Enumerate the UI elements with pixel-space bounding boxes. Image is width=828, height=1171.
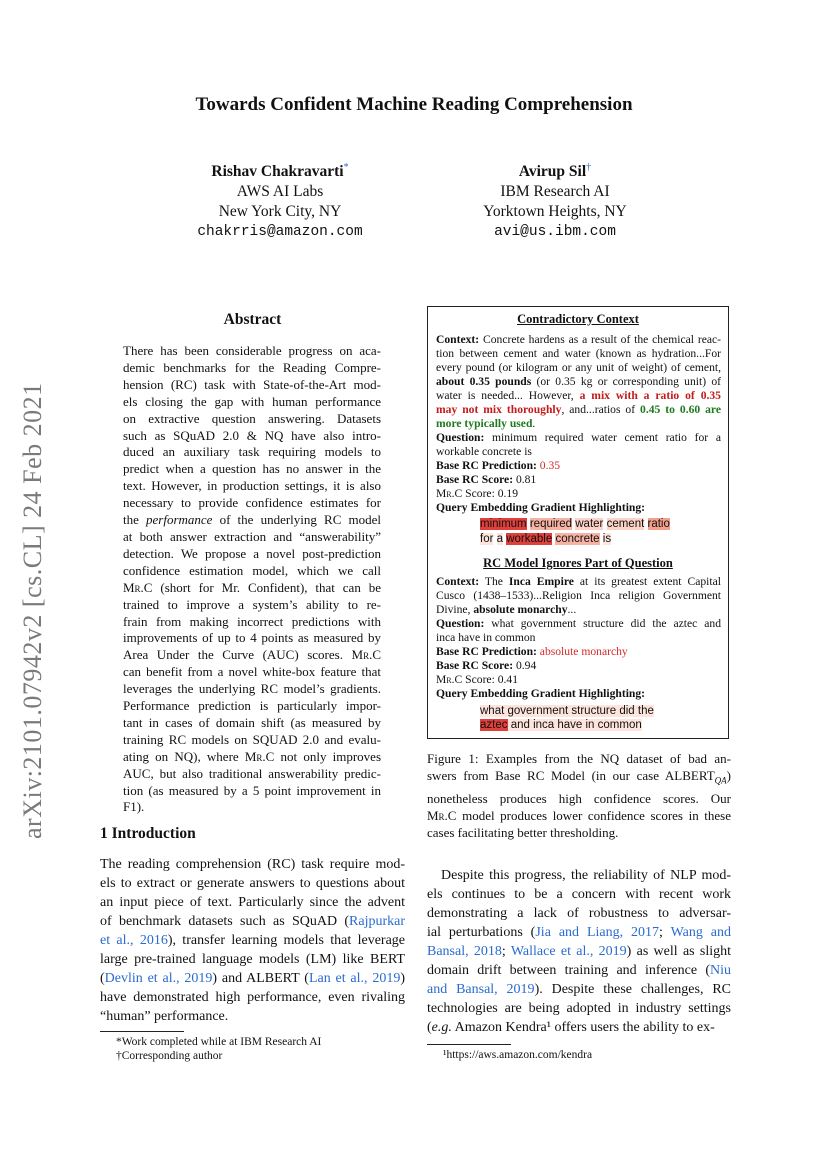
author-2-name: Avirup Sil xyxy=(518,163,587,181)
example2-heading: RC Model Ignores Part of Question xyxy=(483,556,673,570)
mrc-score-label: Mr.C Score: xyxy=(436,673,498,686)
mrc-score-label: Mr.C Score: xyxy=(436,487,498,500)
gradient-label: Query Embedding Gradient Highlighting: xyxy=(436,687,646,700)
abstract-line: frain from making incorrect predictions with xyxy=(123,613,381,629)
gradient-token: minimum xyxy=(480,518,527,530)
example1-gradient-line1 xyxy=(480,517,670,531)
abstract-line: such as SQuAD 2.0 & NQ have also intro- xyxy=(123,427,381,443)
author-1-location: New York City, NY xyxy=(218,203,342,221)
highlighted-span: 0.45 to 0.60 are xyxy=(640,403,722,416)
score-label: Base RC Score: xyxy=(436,659,516,672)
footnotes-right xyxy=(443,1048,733,1062)
prediction-row xyxy=(436,459,721,473)
text-line: and Bansal, 2019). Despite these challenges, RC xyxy=(427,982,731,997)
example1-gradient-line2 xyxy=(480,532,611,546)
abstract-line: trained to improve a system’s ability to re- xyxy=(123,596,381,612)
abstract-line: duced an auxiliary task requiring models to xyxy=(123,444,381,460)
highlighted-span: a mix with a ratio of 0.35 xyxy=(579,389,721,402)
mrc-score-value: 0.19 xyxy=(497,487,518,500)
figure-1 xyxy=(427,306,729,739)
example2-gradient-line1 xyxy=(480,704,654,718)
score-row xyxy=(436,473,721,487)
caption-line: swers from Base RC Model (in our case $ALBERT_{QA}$) xyxy=(427,768,731,786)
text-line: els to extract or generate answers to questions about xyxy=(100,876,405,891)
abstract-line: Performance prediction is particularly impor- xyxy=(123,698,381,714)
text-line: Bansal, 2018; Wallace et al., 2019) as well as slight xyxy=(427,944,732,959)
abstract-line: on extractive question answering. Datasets xyxy=(123,410,381,426)
abstract-heading: Abstract xyxy=(223,311,282,328)
example2-body xyxy=(436,575,721,701)
abstract-line: the performance of the underlying RC model xyxy=(123,512,381,528)
gradient-token: required xyxy=(529,518,573,530)
context-line: Divine, absolute monarchy... xyxy=(436,603,577,616)
abstract-line: F1). xyxy=(123,799,145,815)
abstract-line: There has been considerable progress on aca- xyxy=(123,343,381,358)
gradient-token: aztec xyxy=(480,719,508,731)
footnote-rule-left xyxy=(100,1031,184,1032)
citation-link: Devlin et al., 2019 xyxy=(104,971,213,986)
arxiv-stamp: arXiv:2101.07942v2 [cs.CL] 24 Feb 2021 xyxy=(18,382,47,840)
author-2-mark: † xyxy=(586,162,592,173)
abstract-line: text. However, in production settings, it is also xyxy=(123,478,381,494)
emphasis: e.g. xyxy=(431,1020,452,1035)
gradient-token: is xyxy=(602,533,612,545)
subscript: QA xyxy=(714,775,727,786)
gradient-token: for xyxy=(480,533,494,545)
citation-link: Bansal, 2018 xyxy=(427,944,502,959)
abstract-line: leverages the underlying RC model’s gradients. xyxy=(123,681,381,697)
mrc-name: Mr.C xyxy=(244,748,275,764)
question-line: Question: what government structure did the aztec and xyxy=(436,617,721,630)
prediction-label: Base RC Prediction: xyxy=(436,645,540,658)
text-line: demonstrating a lack of robustness to adversar- xyxy=(427,906,731,921)
mrc-name: Mr.C xyxy=(436,487,463,500)
author-1 xyxy=(160,158,400,242)
citation-link: Wallace et al., 2019 xyxy=(510,944,627,959)
abstract-line: AUC, but also traditional answerability predic- xyxy=(123,765,381,781)
intro-right-column xyxy=(427,866,731,1037)
mrc-score-row xyxy=(436,487,721,501)
score-value: 0.81 xyxy=(515,473,537,486)
citation-link: Rajpurkar xyxy=(349,914,405,929)
question-label: Question: xyxy=(436,431,485,444)
abstract-line: confidence estimation model, which we call xyxy=(123,562,381,578)
abstract-line: els closing the gap with human performance xyxy=(123,393,381,409)
citation-link: Wang and xyxy=(670,925,732,940)
footnotes-left xyxy=(116,1035,406,1063)
caption-line: Figure 1: Examples from the NQ dataset of bad an- xyxy=(427,751,731,766)
score-label: Base RC Score: xyxy=(436,473,516,486)
example2-gradient-line2 xyxy=(480,718,642,732)
gradient-token: cement xyxy=(606,518,645,530)
question-line: workable concrete is xyxy=(436,445,532,458)
prediction-value: 0.35 xyxy=(539,459,561,472)
abstract-line: can benefit from a novel white-box feature that xyxy=(123,664,381,680)
context-label: Context: xyxy=(436,333,480,346)
author-2 xyxy=(435,158,675,242)
highlighted-span: about 0.35 pounds xyxy=(436,375,532,388)
text-line: (e.g. Amazon Kendra¹ offers users the ability to ex- xyxy=(427,1020,715,1035)
author-2-email: avi@us.ibm.com xyxy=(494,224,616,241)
paper-title: Towards Confident Machine Reading Comprehension xyxy=(195,94,633,115)
gradient-token: concrete xyxy=(555,533,600,545)
abstract-line: training RC models on SQUAD 2.0 and evalu- xyxy=(123,731,381,747)
caption-line: nonetheless produces high confidence scores. Our xyxy=(427,790,731,806)
abstract-line: at both answer extraction and “answerability” xyxy=(123,528,381,544)
abstract-line: necessary to provide confidence estimates for xyxy=(123,495,381,511)
abstract-line: detection. We propose a novel post-prediction xyxy=(123,545,381,561)
gradient-token: water xyxy=(575,518,604,530)
author-2-affiliation: IBM Research AI xyxy=(500,183,610,201)
citation-link: et al., 2016 xyxy=(100,933,168,948)
gradient-token: a xyxy=(496,533,504,545)
text-line: et al., 2016), transfer learning models that leverage xyxy=(100,933,405,948)
text-line: an input piece of text. Particularly since the advent xyxy=(100,895,405,910)
emphasis: performance xyxy=(146,512,213,528)
gradient-token: ratio xyxy=(647,518,670,530)
context-line: Context: Concrete hardens as a result of the chemical reac- xyxy=(436,333,721,346)
caption-line: Mr.C model produces lower confidence scores in these xyxy=(427,807,731,823)
text-line: ial perturbations (Jia and Liang, 2017; Wang and xyxy=(427,925,732,940)
caption-line: cases facilitating better thresholding. xyxy=(427,824,619,840)
text-line: (Devlin et al., 2019) and ALBERT (Lan et al., 2019) xyxy=(100,971,405,986)
abstract-line: Mr.C (short for Mr. Confident), that can be xyxy=(123,579,381,595)
highlighted-span: more typically used xyxy=(436,417,533,430)
footnote-corresponding: †Corresponding author xyxy=(116,1050,223,1062)
gradient-label: Query Embedding Gradient Highlighting: xyxy=(436,501,646,514)
context-line: may not mix thoroughly, and...ratios of 0.45 to 0.60 are xyxy=(436,403,722,416)
footnote-kendra: ¹https://aws.amazon.com/kendra xyxy=(443,1049,593,1061)
mrc-score-row xyxy=(436,673,721,687)
mrc-name: Mr.C xyxy=(436,673,463,686)
abstract-body xyxy=(123,343,381,816)
figure-1-caption xyxy=(427,750,731,841)
citation-link: and Bansal, 2019 xyxy=(427,982,535,997)
score-row xyxy=(436,659,721,673)
text-line: technologies are being adopted in industry settings xyxy=(427,1001,731,1016)
gradient-token: what government structure did the xyxy=(480,705,654,717)
context-line: more typically used. xyxy=(436,417,536,430)
question-label: Question: xyxy=(436,617,485,630)
abstract-line: demic benchmarks for the Reading Compre- xyxy=(123,359,381,375)
citation-link: Lan et al., 2019 xyxy=(308,971,401,986)
text-line: Despite this progress, the reliability of NLP mod- xyxy=(441,868,731,883)
mrc-name: Mr.C xyxy=(427,807,457,823)
context-line: every pound (or kilogram or any unit of weight) of cement, xyxy=(436,361,721,374)
context-line: water is needed... However, a mix with a ratio of 0.35 xyxy=(436,389,721,402)
footnote-rule-right xyxy=(427,1044,511,1045)
example1-body xyxy=(436,333,721,515)
author-1-name: Rishav Chakravarti xyxy=(211,163,344,181)
text-line: large pre-trained language models (LM) like BERT xyxy=(100,952,405,967)
text-line: have demonstrated high performance, even rivaling xyxy=(100,990,405,1005)
author-1-mark: * xyxy=(343,162,349,173)
mrc-score-value: 0.41 xyxy=(497,673,518,686)
context-label: Context: xyxy=(436,575,480,588)
mrc-name: Mr.C xyxy=(351,647,381,663)
text-line: domain drift between training and inference (Niu xyxy=(427,963,731,978)
author-1-email: chakrris@amazon.com xyxy=(197,224,363,241)
score-value: 0.94 xyxy=(515,659,537,672)
gradient-token: workable xyxy=(506,533,553,545)
abstract-line: tion (as measured by a 5 point improvement in xyxy=(123,782,381,798)
abstract-line: Area Under the Curve (AUC) scores. Mr.C xyxy=(123,647,381,663)
prediction-label: Base RC Prediction: xyxy=(436,459,540,472)
context-line: tion between cement and water (known as hydration...For xyxy=(436,347,721,360)
intro-heading: 1 Introduction xyxy=(100,825,196,842)
author-2-location: Yorktown Heights, NY xyxy=(483,203,627,221)
text-line: The reading comprehension (RC) task require mod- xyxy=(100,857,405,872)
citation-link: Jia and Liang, 2017 xyxy=(535,925,660,940)
footnote-work: *Work completed while at IBM Research AI xyxy=(116,1036,322,1048)
prediction-value: absolute monarchy xyxy=(539,645,628,658)
context-line: Context: The Inca Empire at its greatest extent Capital xyxy=(436,575,721,588)
gradient-token: and inca have in common xyxy=(507,719,642,731)
highlighted-span: Inca Empire xyxy=(508,575,574,588)
abstract-line: hension (RC) task with State-of-the-Art mod- xyxy=(123,376,381,392)
abstract-line: ating on NQ), where Mr.C not only improves xyxy=(123,748,382,764)
abstract-line: improvements of up to 4 points as measured by xyxy=(123,630,381,646)
context-line: about 0.35 pounds (or 0.35 kg or corresponding unit) of xyxy=(436,375,721,388)
author-1-affiliation: AWS AI Labs xyxy=(236,183,324,201)
prediction-row xyxy=(436,645,721,659)
abstract-line: predict when a question has no answer in the xyxy=(123,461,381,477)
intro-left-column xyxy=(100,855,405,1026)
abstract-line: tant in cases of domain shift (as measured by xyxy=(123,714,381,730)
text-line: els continues to be a concern with recent work xyxy=(427,887,731,902)
text-line: “human” performance. xyxy=(100,1009,229,1024)
highlighted-span: may not mix thoroughly xyxy=(436,403,562,416)
citation-link: Niu xyxy=(710,963,731,978)
highlighted-span: absolute monarchy xyxy=(473,603,568,616)
question-line: inca have in common xyxy=(436,631,536,644)
mrc-name: Mr.C xyxy=(123,579,153,595)
text-line: of benchmark datasets such as SQuAD (Rajpurkar xyxy=(100,914,405,929)
question-line: Question: minimum required water cement ratio for a xyxy=(436,431,721,444)
context-line: Cusco (1438–1533)...Religion Inca religion Government xyxy=(436,589,721,602)
example1-heading: Contradictory Context xyxy=(517,312,639,326)
